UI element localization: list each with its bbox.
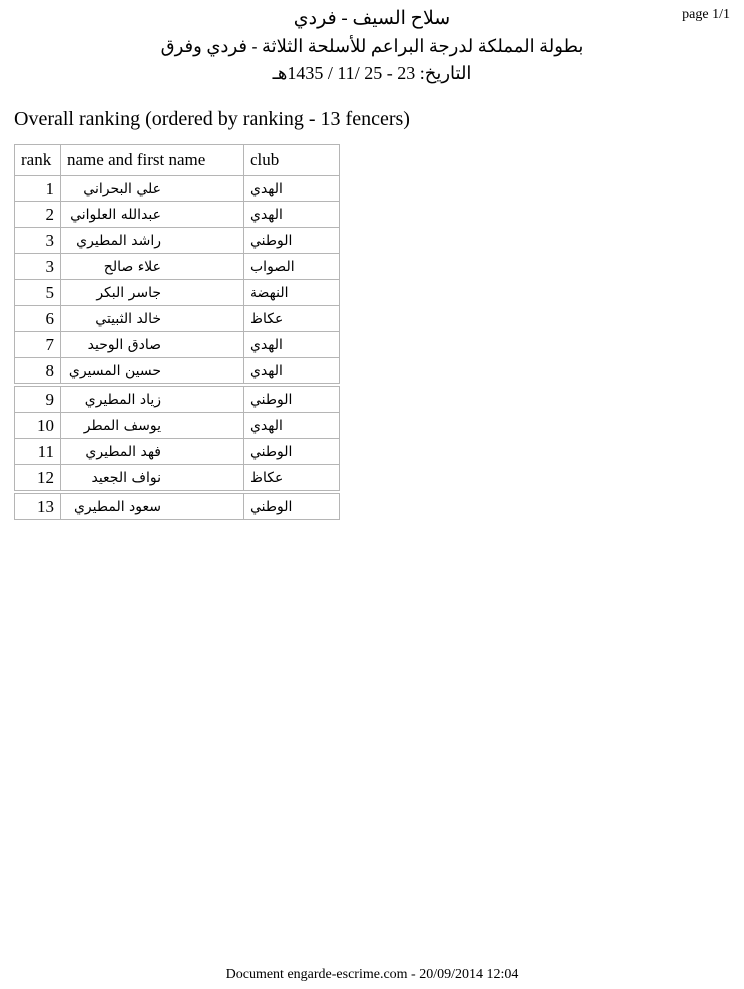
ranking-table [14,144,340,520]
rank-cell: 3 [15,228,61,254]
fencer-name-cell: راشد المطيري [61,228,244,254]
rank-cell: 5 [15,280,61,306]
rank-cell: 3 [15,254,61,280]
rank-cell: 9 [15,385,61,413]
table-row [15,358,340,386]
page-number: page 1/1 [682,7,730,22]
document-footer: Document engarde-escrime.com - 20/09/2014 12:04 [225,967,519,982]
club-cell [244,306,340,332]
table-row [15,280,340,306]
club-cell [244,465,340,493]
club-cell [244,176,340,202]
table-row [15,306,340,332]
rank-cell: 11 [15,439,61,465]
club-name: الوطني [250,498,293,515]
ranking-table-body [15,176,340,520]
document-date: التاريخ: 23 - 25 /11 / 1435هـ [272,63,472,83]
club-name: الصواب [250,258,295,275]
section-title: Overall ranking (ordered by ranking - 13 fencers) [14,108,410,130]
club-cell [244,413,340,439]
rank-cell: 10 [15,413,61,439]
table-row [15,385,340,413]
rank-cell: 12 [15,465,61,493]
fencer-name-cell: نواف الجعيد [61,465,244,493]
document-subtitle: بطولة المملكة لدرجة البراعم للأسلحة الثلاثة - فردي وفرق [160,36,584,56]
table-header-row [15,145,340,176]
column-header-name: name and first name [61,145,244,176]
table-row [15,413,340,439]
column-header-rank: rank [15,145,61,176]
rank-cell: 8 [15,358,61,386]
document-header [0,6,744,86]
club-cell [244,492,340,520]
club-name: الهدي [250,180,283,197]
fencer-name-cell: خالد الثبيتي [61,306,244,332]
table-row [15,332,340,358]
club-name: الهدي [250,336,283,353]
column-header-club: club [244,145,340,176]
table-row [15,254,340,280]
club-cell [244,332,340,358]
club-cell [244,280,340,306]
club-cell [244,385,340,413]
club-name: الوطني [250,443,293,460]
club-name: عكاظ [250,469,284,486]
club-cell [244,439,340,465]
club-name: الهدي [250,362,283,379]
club-name: الوطني [250,391,293,408]
club-cell [244,228,340,254]
table-row [15,228,340,254]
table-row [15,492,340,520]
rank-cell: 13 [15,492,61,520]
fencer-name-cell: فهد المطيري [61,439,244,465]
table-row [15,202,340,228]
rank-cell: 7 [15,332,61,358]
club-cell [244,254,340,280]
fencer-name-cell: عبدالله العلواني [61,202,244,228]
table-row [15,439,340,465]
document-title: سلاح السيف - فردي [293,8,451,29]
fencer-name-cell: سعود المطيري [61,492,244,520]
club-name: الهدي [250,417,283,434]
club-name: الهدي [250,206,283,223]
fencer-name-cell: صادق الوحيد [61,332,244,358]
club-name: الوطني [250,232,293,249]
table-row [15,465,340,493]
fencer-name-cell: زياد المطيري [61,385,244,413]
club-cell [244,358,340,386]
club-name: عكاظ [250,310,284,327]
fencer-name-cell: حسين المسيري [61,358,244,386]
club-cell [244,202,340,228]
rank-cell: 2 [15,202,61,228]
table-row [15,176,340,202]
fencer-name-cell: علاء صالح [61,254,244,280]
rank-cell: 1 [15,176,61,202]
fencer-name-cell: علي البحراني [61,176,244,202]
fencer-name-cell: يوسف المطر [61,413,244,439]
club-name: النهضة [250,284,289,301]
rank-cell: 6 [15,306,61,332]
fencer-name-cell: جاسر البكر [61,280,244,306]
